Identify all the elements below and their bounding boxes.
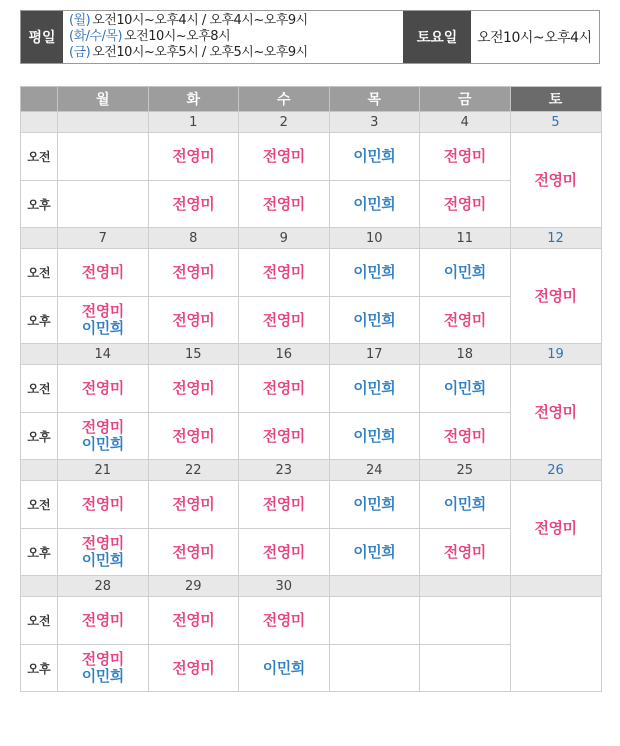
am-label: 오전 <box>21 249 58 297</box>
saturday-cell <box>510 249 601 344</box>
header-thu: 목 <box>329 87 420 112</box>
staff-name: 이민희 <box>353 263 396 281</box>
staff-name: 전영미 <box>172 542 215 561</box>
header-wed: 수 <box>239 87 330 112</box>
schedule-cell <box>239 413 330 460</box>
header-tue: 화 <box>148 87 239 112</box>
date-cell-saturday: 12 <box>510 228 601 249</box>
schedule-cell <box>329 481 420 529</box>
schedule-cell <box>329 597 420 645</box>
schedule-cell <box>148 249 239 297</box>
schedule-cell <box>420 181 511 228</box>
saturday-label: 토요일 <box>403 11 471 63</box>
staff-name: 전영미 <box>81 650 124 668</box>
staff-name: 이민희 <box>443 263 486 281</box>
schedule-cell <box>239 297 330 344</box>
staff-name: 전영미 <box>262 194 305 213</box>
schedule-cell <box>420 297 511 344</box>
schedule-cell <box>58 181 149 228</box>
staff-name: 전영미 <box>443 147 486 165</box>
staff-name: 이민희 <box>353 495 396 513</box>
staff-name: 전영미 <box>172 263 215 281</box>
schedule-cell <box>329 529 420 576</box>
staff-name: 전영미 <box>262 379 305 397</box>
date-cell: 28 <box>58 576 149 597</box>
weekday-hours-line <box>69 45 399 61</box>
weekday-hours-line <box>69 13 399 29</box>
schedule-cell <box>420 249 511 297</box>
date-cell: 29 <box>148 576 239 597</box>
date-row <box>21 228 602 249</box>
staff-name: 전영미 <box>262 495 305 513</box>
date-cell-saturday: 5 <box>510 112 601 133</box>
staff-name: 전영미 <box>172 147 215 165</box>
date-row <box>21 576 602 597</box>
staff-name: 이민희 <box>81 319 124 337</box>
schedule-cell <box>58 297 149 344</box>
header-fri: 금 <box>420 87 511 112</box>
staff-name: 전영미 <box>81 611 124 629</box>
schedule-cell <box>58 249 149 297</box>
calendar-table <box>20 86 602 692</box>
date-cell: 16 <box>239 344 330 365</box>
am-row <box>21 133 602 181</box>
weekday-hours-line <box>69 29 399 45</box>
date-cell-blank <box>21 460 58 481</box>
am-row <box>21 481 602 529</box>
staff-name: 이민희 <box>353 310 396 329</box>
schedule-cell <box>239 249 330 297</box>
schedule-cell <box>58 597 149 645</box>
weekday-header-row <box>21 87 602 112</box>
hours-text: 오전10시~오후8시 <box>124 29 231 44</box>
staff-name: 전영미 <box>81 302 124 320</box>
schedule-cell <box>420 481 511 529</box>
schedule-cell <box>148 181 239 228</box>
date-cell: 9 <box>239 228 330 249</box>
date-cell: 21 <box>58 460 149 481</box>
pm-label: 오후 <box>21 297 58 344</box>
schedule-cell <box>148 597 239 645</box>
schedule-cell <box>58 529 149 576</box>
schedule-cell <box>420 413 511 460</box>
staff-name: 전영미 <box>172 495 215 513</box>
date-cell <box>58 112 149 133</box>
date-cell: 3 <box>329 112 420 133</box>
date-cell-saturday: 19 <box>510 344 601 365</box>
saturday-cell <box>510 133 601 228</box>
staff-name: 전영미 <box>172 379 215 397</box>
hours-text: 오전10시~오후4시 / 오후4시~오후9시 <box>92 13 308 28</box>
header-mon: 월 <box>58 87 149 112</box>
schedule-cell <box>239 529 330 576</box>
date-row <box>21 112 602 133</box>
weekday-hours <box>69 13 399 61</box>
staff-name: 전영미 <box>534 402 577 421</box>
pm-label: 오후 <box>21 181 58 228</box>
schedule-cell <box>329 249 420 297</box>
weekday-label: 평일 <box>21 11 63 63</box>
schedule-cell <box>420 645 511 692</box>
schedule-cell <box>58 481 149 529</box>
schedule-cell <box>420 133 511 181</box>
saturday-cell <box>510 481 601 576</box>
am-row <box>21 249 602 297</box>
header-blank <box>21 87 58 112</box>
day-tag: (금) <box>69 45 91 60</box>
staff-name: 전영미 <box>81 418 124 436</box>
date-cell: 22 <box>148 460 239 481</box>
date-cell: 8 <box>148 228 239 249</box>
date-cell: 15 <box>148 344 239 365</box>
schedule-cell <box>148 529 239 576</box>
staff-name: 전영미 <box>262 147 305 165</box>
staff-name: 이민희 <box>353 379 396 397</box>
schedule-cell <box>148 413 239 460</box>
pm-label: 오후 <box>21 413 58 460</box>
schedule-cell <box>58 365 149 413</box>
schedule-cell <box>148 365 239 413</box>
saturday-cell <box>510 597 601 692</box>
staff-name: 전영미 <box>534 286 577 305</box>
date-row <box>21 460 602 481</box>
saturday-cell <box>510 365 601 460</box>
saturday-hours: 오전10시~오후4시 <box>477 30 592 46</box>
date-cell: 23 <box>239 460 330 481</box>
staff-name: 이민희 <box>353 147 396 165</box>
staff-name: 전영미 <box>443 194 486 213</box>
date-cell: 25 <box>420 460 511 481</box>
staff-name: 이민희 <box>353 426 396 445</box>
staff-name: 전영미 <box>81 263 124 281</box>
staff-name: 전영미 <box>262 426 305 445</box>
day-tag: (월) <box>69 13 91 28</box>
schedule-calendar <box>20 86 600 692</box>
date-cell: 11 <box>420 228 511 249</box>
staff-name: 전영미 <box>443 542 486 561</box>
day-tag: (화/수/목) <box>69 29 123 44</box>
pm-label: 오후 <box>21 645 58 692</box>
schedule-cell <box>329 413 420 460</box>
staff-name: 전영미 <box>262 542 305 561</box>
schedule-cell <box>239 365 330 413</box>
am-row <box>21 365 602 413</box>
staff-name: 이민희 <box>443 495 486 513</box>
date-cell-blank <box>21 344 58 365</box>
date-cell <box>329 576 420 597</box>
schedule-cell <box>420 597 511 645</box>
schedule-cell <box>420 529 511 576</box>
schedule-cell <box>329 181 420 228</box>
schedule-cell <box>148 133 239 181</box>
schedule-cell <box>329 297 420 344</box>
staff-name: 전영미 <box>81 379 124 397</box>
staff-name: 이민희 <box>443 379 486 397</box>
schedule-cell <box>148 297 239 344</box>
schedule-cell <box>239 597 330 645</box>
header-sat: 토 <box>510 87 601 112</box>
staff-name: 전영미 <box>262 263 305 281</box>
date-cell: 7 <box>58 228 149 249</box>
date-cell-blank <box>21 228 58 249</box>
am-label: 오전 <box>21 481 58 529</box>
staff-name: 전영미 <box>172 426 215 445</box>
am-label: 오전 <box>21 597 58 645</box>
staff-name: 전영미 <box>81 534 124 552</box>
schedule-cell <box>58 645 149 692</box>
staff-name: 전영미 <box>534 518 577 537</box>
staff-name: 이민희 <box>353 194 396 213</box>
staff-name: 전영미 <box>172 611 215 629</box>
staff-name: 이민희 <box>262 658 305 677</box>
schedule-cell <box>239 481 330 529</box>
date-cell: 18 <box>420 344 511 365</box>
schedule-cell <box>239 133 330 181</box>
staff-name: 전영미 <box>172 194 215 213</box>
date-cell-blank <box>21 112 58 133</box>
staff-name: 전영미 <box>81 495 124 513</box>
schedule-cell <box>239 181 330 228</box>
date-cell: 24 <box>329 460 420 481</box>
schedule-cell <box>58 133 149 181</box>
staff-name: 전영미 <box>172 310 215 329</box>
schedule-cell <box>148 481 239 529</box>
staff-name: 이민희 <box>353 542 396 561</box>
staff-name: 전영미 <box>443 310 486 329</box>
schedule-cell <box>329 645 420 692</box>
staff-name: 전영미 <box>172 658 215 677</box>
date-row <box>21 344 602 365</box>
staff-name: 전영미 <box>443 426 486 445</box>
date-cell: 4 <box>420 112 511 133</box>
date-cell: 30 <box>239 576 330 597</box>
calendar-body <box>21 112 602 692</box>
am-label: 오전 <box>21 133 58 181</box>
schedule-cell <box>239 645 330 692</box>
date-cell: 10 <box>329 228 420 249</box>
staff-name: 이민희 <box>81 551 124 569</box>
staff-name: 이민희 <box>81 667 124 685</box>
pm-label: 오후 <box>21 529 58 576</box>
date-cell <box>420 576 511 597</box>
date-cell: 14 <box>58 344 149 365</box>
am-label: 오전 <box>21 365 58 413</box>
staff-name: 전영미 <box>262 611 305 629</box>
hours-info-box <box>20 10 600 64</box>
date-cell: 17 <box>329 344 420 365</box>
staff-name: 전영미 <box>534 170 577 189</box>
schedule-cell <box>58 413 149 460</box>
date-cell-blank <box>21 576 58 597</box>
staff-name: 이민희 <box>81 435 124 453</box>
schedule-cell <box>420 365 511 413</box>
staff-name: 전영미 <box>262 310 305 329</box>
schedule-cell <box>329 365 420 413</box>
hours-text: 오전10시~오후5시 / 오후5시~오후9시 <box>92 45 308 60</box>
date-cell: 2 <box>239 112 330 133</box>
date-cell: 1 <box>148 112 239 133</box>
schedule-cell <box>329 133 420 181</box>
am-row <box>21 597 602 645</box>
date-cell-saturday: 26 <box>510 460 601 481</box>
date-cell-saturday <box>510 576 601 597</box>
schedule-cell <box>148 645 239 692</box>
